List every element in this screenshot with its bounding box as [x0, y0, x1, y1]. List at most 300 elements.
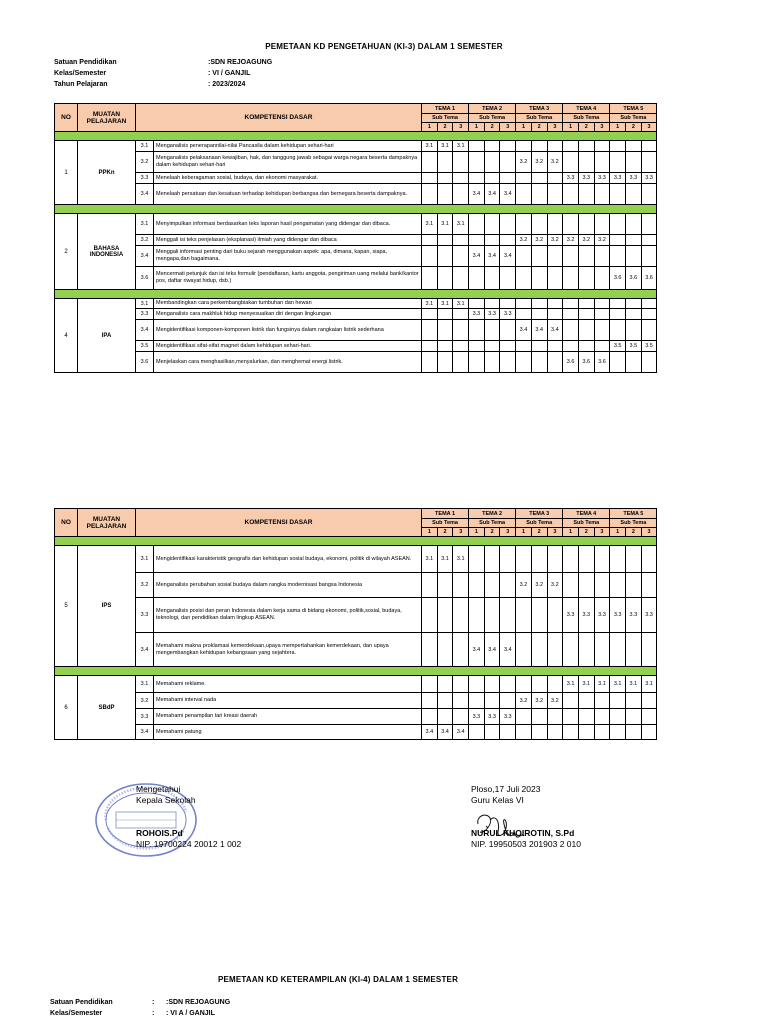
header-subnum: 1	[422, 528, 438, 537]
table-row	[55, 546, 657, 573]
table-row	[55, 725, 657, 740]
mapping-cell	[610, 693, 626, 709]
mapping-cell	[578, 214, 594, 235]
mapping-cell: 3.3	[563, 173, 579, 184]
kd-code: 3.2	[136, 693, 154, 709]
header-subnum: 3	[641, 528, 657, 537]
signature-left-nip: NIP. 19700224 20012 1 002	[136, 839, 242, 849]
mapping-cell	[547, 546, 563, 573]
mapping-cell	[422, 633, 438, 667]
header-subtema: Sub Tema	[610, 114, 657, 123]
mapping-cell	[610, 633, 626, 667]
mapping-cell	[547, 341, 563, 352]
mapping-cell	[610, 299, 626, 309]
mapping-cell	[500, 173, 516, 184]
mapping-cell	[563, 141, 579, 152]
mapping-cell	[626, 141, 642, 152]
mapping-cell: 3.4	[484, 633, 500, 667]
kd-code: 3.1	[136, 676, 154, 693]
doc2-title: PEMETAAN KD KETERAMPILAN (KI-4) DALAM 1 SEMESTER	[217, 975, 459, 984]
table-row	[55, 299, 657, 309]
mapping-cell	[422, 341, 438, 352]
table-row	[55, 320, 657, 341]
kd-text: Memahami reklame.	[154, 676, 422, 693]
mapping-cell	[578, 246, 594, 267]
header-subtema: Sub Tema	[469, 114, 516, 123]
meta-value: : VI / GANJIL	[208, 70, 251, 77]
mapping-cell: 3.1	[437, 141, 453, 152]
mapping-cell	[563, 309, 579, 320]
kd-text: Menggali isi teks penjelasan (eksplanasi) ilmiah yang didengar dan dibaca	[154, 235, 422, 246]
mapping-cell	[641, 725, 657, 740]
table-row	[55, 173, 657, 184]
mapping-cell	[437, 573, 453, 598]
table-row	[55, 352, 657, 373]
mapping-cell: 3.4	[500, 184, 516, 205]
mapping-cell	[484, 693, 500, 709]
mapping-cell	[422, 267, 438, 290]
mapping-cell	[500, 546, 516, 573]
kd-code: 3.4	[136, 633, 154, 667]
mapping-cell	[610, 573, 626, 598]
mapping-cell	[594, 141, 610, 152]
mapping-cell	[484, 546, 500, 573]
kd-table-2	[54, 508, 657, 740]
mapping-cell	[626, 214, 642, 235]
kd-text: Memahami patung	[154, 725, 422, 740]
mapping-cell	[531, 173, 547, 184]
kd-text: Mengidentifikasi karakteristik geografis dan kehidupan sosial budaya, ekonomi, politik di wilayah ASEAN.	[154, 546, 422, 573]
mapping-cell	[547, 709, 563, 725]
mapping-cell	[578, 141, 594, 152]
mapping-cell	[610, 546, 626, 573]
mapping-cell	[610, 725, 626, 740]
mapping-cell	[453, 693, 469, 709]
table-row	[55, 246, 657, 267]
mapping-cell	[578, 309, 594, 320]
mapping-cell	[594, 152, 610, 173]
mapping-cell	[547, 214, 563, 235]
group-no: 1	[55, 141, 78, 205]
mapping-cell	[531, 299, 547, 309]
kd-text: Menganalisis posisi dan peran Indonesia dalam kerja sama di bidang ekonomi, politik,sosial, budaya, teknologi, dan pendidikan dalam lingkup ASEAN.	[154, 598, 422, 633]
mapping-cell	[578, 320, 594, 341]
mapping-cell: 3.2	[531, 152, 547, 173]
header-row-tema	[55, 509, 657, 519]
mapping-cell	[453, 235, 469, 246]
group-muatan: IPS	[78, 546, 136, 667]
mapping-cell: 3.1	[641, 676, 657, 693]
mapping-cell	[547, 633, 563, 667]
kd-text: Menganalisis pelaksanaan kewajiban, hak, dan tanggung jawab sebagai warga negara beserta dampaknya dalam kehidupan sehari-hari	[154, 152, 422, 173]
mapping-cell	[610, 246, 626, 267]
table-row	[55, 598, 657, 633]
group-muatan: IPA	[78, 299, 136, 373]
header-subnum: 3	[453, 123, 469, 132]
meta-label: Satuan Pendidikan	[50, 999, 113, 1006]
mapping-cell	[437, 267, 453, 290]
header-subnum: 3	[453, 528, 469, 537]
mapping-cell	[531, 546, 547, 573]
mapping-cell	[422, 246, 438, 267]
group-separator	[55, 667, 657, 676]
mapping-cell	[422, 709, 438, 725]
mapping-cell	[516, 173, 532, 184]
mapping-cell	[563, 725, 579, 740]
mapping-cell	[437, 173, 453, 184]
mapping-cell	[594, 725, 610, 740]
mapping-cell	[516, 352, 532, 373]
mapping-cell	[484, 235, 500, 246]
signature-right-nip: NIP. 19950503 201903 2 010	[471, 839, 581, 849]
mapping-cell: 3.4	[516, 320, 532, 341]
mapping-cell	[484, 676, 500, 693]
mapping-cell: 3.5	[626, 341, 642, 352]
mapping-cell	[641, 246, 657, 267]
kd-code: 3.3	[136, 309, 154, 320]
mapping-cell	[484, 341, 500, 352]
mapping-cell	[516, 598, 532, 633]
header-subnum: 3	[500, 123, 516, 132]
mapping-cell	[469, 546, 485, 573]
mapping-cell	[437, 246, 453, 267]
mapping-cell	[610, 709, 626, 725]
kd-text: Menggali informasi penting dari buku sejarah menggunakan aspek: apa, dimana, kapan, siapa, mengapa,dan bagaimana.	[154, 246, 422, 267]
mapping-cell: 3.3	[641, 598, 657, 633]
mapping-cell	[594, 309, 610, 320]
mapping-cell: 3.3	[594, 173, 610, 184]
mapping-cell: 3.4	[469, 184, 485, 205]
meta-separator	[156, 79, 208, 90]
mapping-cell	[453, 184, 469, 205]
mapping-cell	[422, 598, 438, 633]
mapping-cell	[469, 152, 485, 173]
mapping-cell	[626, 573, 642, 598]
header-subnum: 2	[531, 528, 547, 537]
mapping-cell	[531, 598, 547, 633]
mapping-cell	[578, 299, 594, 309]
mapping-cell: 3.3	[594, 598, 610, 633]
kd-text: Membandingkan cara perkembangbiakan tumbuhan dan hewan	[154, 299, 422, 309]
header-subnum: 3	[547, 123, 563, 132]
mapping-cell	[469, 320, 485, 341]
header-subtema: Sub Tema	[422, 114, 469, 123]
mapping-cell	[516, 709, 532, 725]
header-tema: TEMA 4	[563, 509, 610, 519]
mapping-cell: 3.1	[437, 299, 453, 309]
mapping-cell	[422, 320, 438, 341]
mapping-cell: 3.1	[610, 676, 626, 693]
header-subnum: 2	[531, 123, 547, 132]
doc1-title: PEMETAAN KD PENGETAHUAN (KI-3) DALAM 1 SEMESTER	[265, 42, 503, 51]
signature-left	[136, 784, 241, 850]
mapping-cell	[469, 341, 485, 352]
table-row	[55, 573, 657, 598]
mapping-cell: 3.1	[422, 299, 438, 309]
mapping-cell	[437, 633, 453, 667]
header-tema: TEMA 3	[516, 104, 563, 114]
meta-value: : 2023/2024	[208, 81, 246, 88]
mapping-cell	[500, 299, 516, 309]
mapping-cell: 3.4	[547, 320, 563, 341]
mapping-cell	[578, 184, 594, 205]
mapping-cell	[453, 309, 469, 320]
mapping-cell	[610, 214, 626, 235]
mapping-cell	[531, 341, 547, 352]
mapping-cell	[484, 152, 500, 173]
mapping-cell	[437, 152, 453, 173]
header-subtema: Sub Tema	[516, 519, 563, 528]
mapping-cell	[641, 633, 657, 667]
header-subnum: 3	[594, 528, 610, 537]
mapping-cell	[626, 309, 642, 320]
table-row	[55, 309, 657, 320]
mapping-cell: 3.1	[422, 214, 438, 235]
mapping-cell	[484, 299, 500, 309]
mapping-cell	[641, 573, 657, 598]
mapping-cell: 3.3	[610, 598, 626, 633]
mapping-cell	[531, 246, 547, 267]
mapping-cell	[500, 152, 516, 173]
mapping-cell	[453, 246, 469, 267]
header-subnum: 2	[484, 528, 500, 537]
mapping-cell: 3.4	[469, 633, 485, 667]
mapping-cell	[547, 246, 563, 267]
mapping-cell	[641, 320, 657, 341]
kd-code: 3.4	[136, 184, 154, 205]
kd-code: 3.4	[136, 725, 154, 740]
table-row	[55, 267, 657, 290]
mapping-cell	[422, 352, 438, 373]
mapping-cell	[516, 184, 532, 205]
meta-separator	[156, 68, 208, 79]
mapping-cell: 3.1	[422, 546, 438, 573]
mapping-cell	[469, 693, 485, 709]
mapping-cell	[641, 352, 657, 373]
mapping-cell	[610, 141, 626, 152]
mapping-cell	[500, 676, 516, 693]
mapping-cell: 3.1	[437, 546, 453, 573]
mapping-cell	[610, 235, 626, 246]
group-muatan: PPKn	[78, 141, 136, 205]
kd-code: 3.2	[136, 235, 154, 246]
header-subnum: 2	[437, 528, 453, 537]
meta-row	[54, 79, 272, 90]
group-separator	[55, 290, 657, 299]
mapping-cell	[516, 299, 532, 309]
mapping-cell	[594, 709, 610, 725]
mapping-cell	[516, 214, 532, 235]
kd-text: Menelaah keberagaman sosial, budaya, dan ekonomi masyarakat.	[154, 173, 422, 184]
table-row	[55, 693, 657, 709]
mapping-cell	[453, 633, 469, 667]
header-subtema: Sub Tema	[516, 114, 563, 123]
header-subnum: 1	[563, 528, 579, 537]
mapping-cell	[547, 676, 563, 693]
mapping-cell: 3.3	[626, 598, 642, 633]
mapping-cell	[500, 598, 516, 633]
header-tema: TEMA 1	[422, 104, 469, 114]
mapping-cell: 3.2	[578, 235, 594, 246]
mapping-cell: 3.2	[563, 235, 579, 246]
mapping-cell: 3.2	[547, 152, 563, 173]
mapping-cell	[422, 184, 438, 205]
mapping-cell	[500, 693, 516, 709]
group-separator	[55, 537, 657, 546]
kd-text: Mengidentifikasi sifat-sifat magnet dalam kehidupan sehari-hari.	[154, 341, 422, 352]
kd-text: Menyimpulkan informasi berdasarkan teks laporan hasil pengamatan yang didengar dan dibaca.	[154, 214, 422, 235]
mapping-cell	[563, 184, 579, 205]
kd-code: 3.2	[136, 573, 154, 598]
mapping-cell	[531, 267, 547, 290]
mapping-cell: 3.1	[453, 214, 469, 235]
mapping-cell	[484, 352, 500, 373]
mapping-cell	[594, 214, 610, 235]
mapping-cell	[641, 309, 657, 320]
header-subnum: 2	[437, 123, 453, 132]
mapping-cell	[547, 725, 563, 740]
mapping-cell	[594, 546, 610, 573]
header-muatan: MUATAN PELAJARAN	[78, 509, 136, 537]
meta-separator: :	[152, 999, 155, 1006]
kd-code: 3.5	[136, 341, 154, 352]
mapping-cell: 3.4	[500, 633, 516, 667]
mapping-cell: 3.3	[469, 309, 485, 320]
mapping-cell	[422, 573, 438, 598]
group-separator	[55, 132, 657, 141]
mapping-cell	[547, 141, 563, 152]
mapping-cell	[578, 152, 594, 173]
mapping-cell	[500, 352, 516, 373]
mapping-cell	[578, 633, 594, 667]
mapping-cell	[500, 320, 516, 341]
mapping-cell	[563, 693, 579, 709]
mapping-cell	[484, 173, 500, 184]
kd-text: Memahami interval nada	[154, 693, 422, 709]
mapping-cell: 3.4	[469, 246, 485, 267]
mapping-cell	[453, 152, 469, 173]
kd-code: 3.3	[136, 709, 154, 725]
mapping-cell	[453, 320, 469, 341]
mapping-cell	[641, 709, 657, 725]
mapping-cell	[437, 598, 453, 633]
header-subnum: 2	[626, 528, 642, 537]
mapping-cell	[516, 309, 532, 320]
mapping-cell	[437, 341, 453, 352]
mapping-cell	[578, 267, 594, 290]
mapping-cell	[610, 309, 626, 320]
header-no: NO	[55, 509, 78, 537]
kd-code: 3.3	[136, 173, 154, 184]
header-subnum: 3	[641, 123, 657, 132]
mapping-cell	[594, 320, 610, 341]
group-muatan: BAHASA INDONESIA	[78, 214, 136, 290]
mapping-cell	[500, 214, 516, 235]
mapping-cell	[594, 341, 610, 352]
mapping-cell	[469, 676, 485, 693]
mapping-cell	[563, 573, 579, 598]
mapping-cell: 3.1	[594, 676, 610, 693]
mapping-cell	[547, 173, 563, 184]
mapping-cell	[578, 546, 594, 573]
mapping-cell: 3.1	[578, 676, 594, 693]
mapping-cell	[469, 573, 485, 598]
mapping-cell: 3.6	[626, 267, 642, 290]
mapping-cell	[484, 141, 500, 152]
mapping-cell	[469, 141, 485, 152]
header-subnum: 2	[578, 528, 594, 537]
group-no: 4	[55, 299, 78, 373]
mapping-cell	[484, 214, 500, 235]
mapping-cell	[516, 267, 532, 290]
mapping-cell	[437, 693, 453, 709]
mapping-cell: 3.1	[453, 299, 469, 309]
mapping-cell	[610, 352, 626, 373]
mapping-cell	[422, 152, 438, 173]
mapping-cell: 3.3	[500, 309, 516, 320]
mapping-cell	[563, 267, 579, 290]
mapping-cell: 3.6	[641, 267, 657, 290]
mapping-cell: 3.3	[578, 173, 594, 184]
mapping-cell	[626, 725, 642, 740]
mapping-cell	[500, 725, 516, 740]
mapping-cell: 3.3	[610, 173, 626, 184]
kd-table-1	[54, 103, 657, 373]
mapping-cell	[531, 352, 547, 373]
header-subnum: 1	[610, 528, 626, 537]
signature-left-name: ROHOIS.Pd	[136, 828, 183, 838]
mapping-cell	[500, 341, 516, 352]
meta-value: :SDN REJOAGUNG	[166, 999, 231, 1006]
mapping-cell	[500, 267, 516, 290]
mapping-cell	[594, 693, 610, 709]
mapping-cell	[453, 173, 469, 184]
kd-text: Menjelaskan cara menghasilkan,menyalurkan, dan menghemat energi listrik.	[154, 352, 422, 373]
mapping-cell	[516, 341, 532, 352]
mapping-cell	[500, 235, 516, 246]
mapping-cell: 3.3	[578, 598, 594, 633]
mapping-cell	[469, 235, 485, 246]
mapping-cell: 3.2	[516, 693, 532, 709]
table-row	[55, 141, 657, 152]
mapping-cell	[594, 299, 610, 309]
mapping-cell: 3.2	[531, 693, 547, 709]
mapping-cell	[422, 693, 438, 709]
mapping-cell	[516, 676, 532, 693]
kd-code: 3.1	[136, 546, 154, 573]
group-muatan: SBdP	[78, 676, 136, 740]
table-row	[55, 152, 657, 173]
meta-value: : VI A / GANJIL	[166, 1010, 215, 1017]
mapping-cell	[563, 546, 579, 573]
mapping-cell	[531, 709, 547, 725]
kd-text: Menganalisis perubahan sosial budaya dalam rangka modernisasi bangsa Indonesia	[154, 573, 422, 598]
header-tema: TEMA 1	[422, 509, 469, 519]
separator-cell	[55, 205, 657, 214]
header-tema: TEMA 2	[469, 104, 516, 114]
kd-code: 3.4	[136, 320, 154, 341]
mapping-cell	[422, 676, 438, 693]
header-muatan: MUATAN PELAJARAN	[78, 104, 136, 132]
mapping-cell	[594, 633, 610, 667]
doc1-meta	[54, 57, 272, 90]
mapping-cell: 3.1	[422, 141, 438, 152]
table-row	[55, 633, 657, 667]
meta-value: :SDN REJOAGUNG	[208, 59, 273, 66]
mapping-cell	[453, 573, 469, 598]
mapping-cell	[437, 309, 453, 320]
mapping-cell: 3.5	[610, 341, 626, 352]
